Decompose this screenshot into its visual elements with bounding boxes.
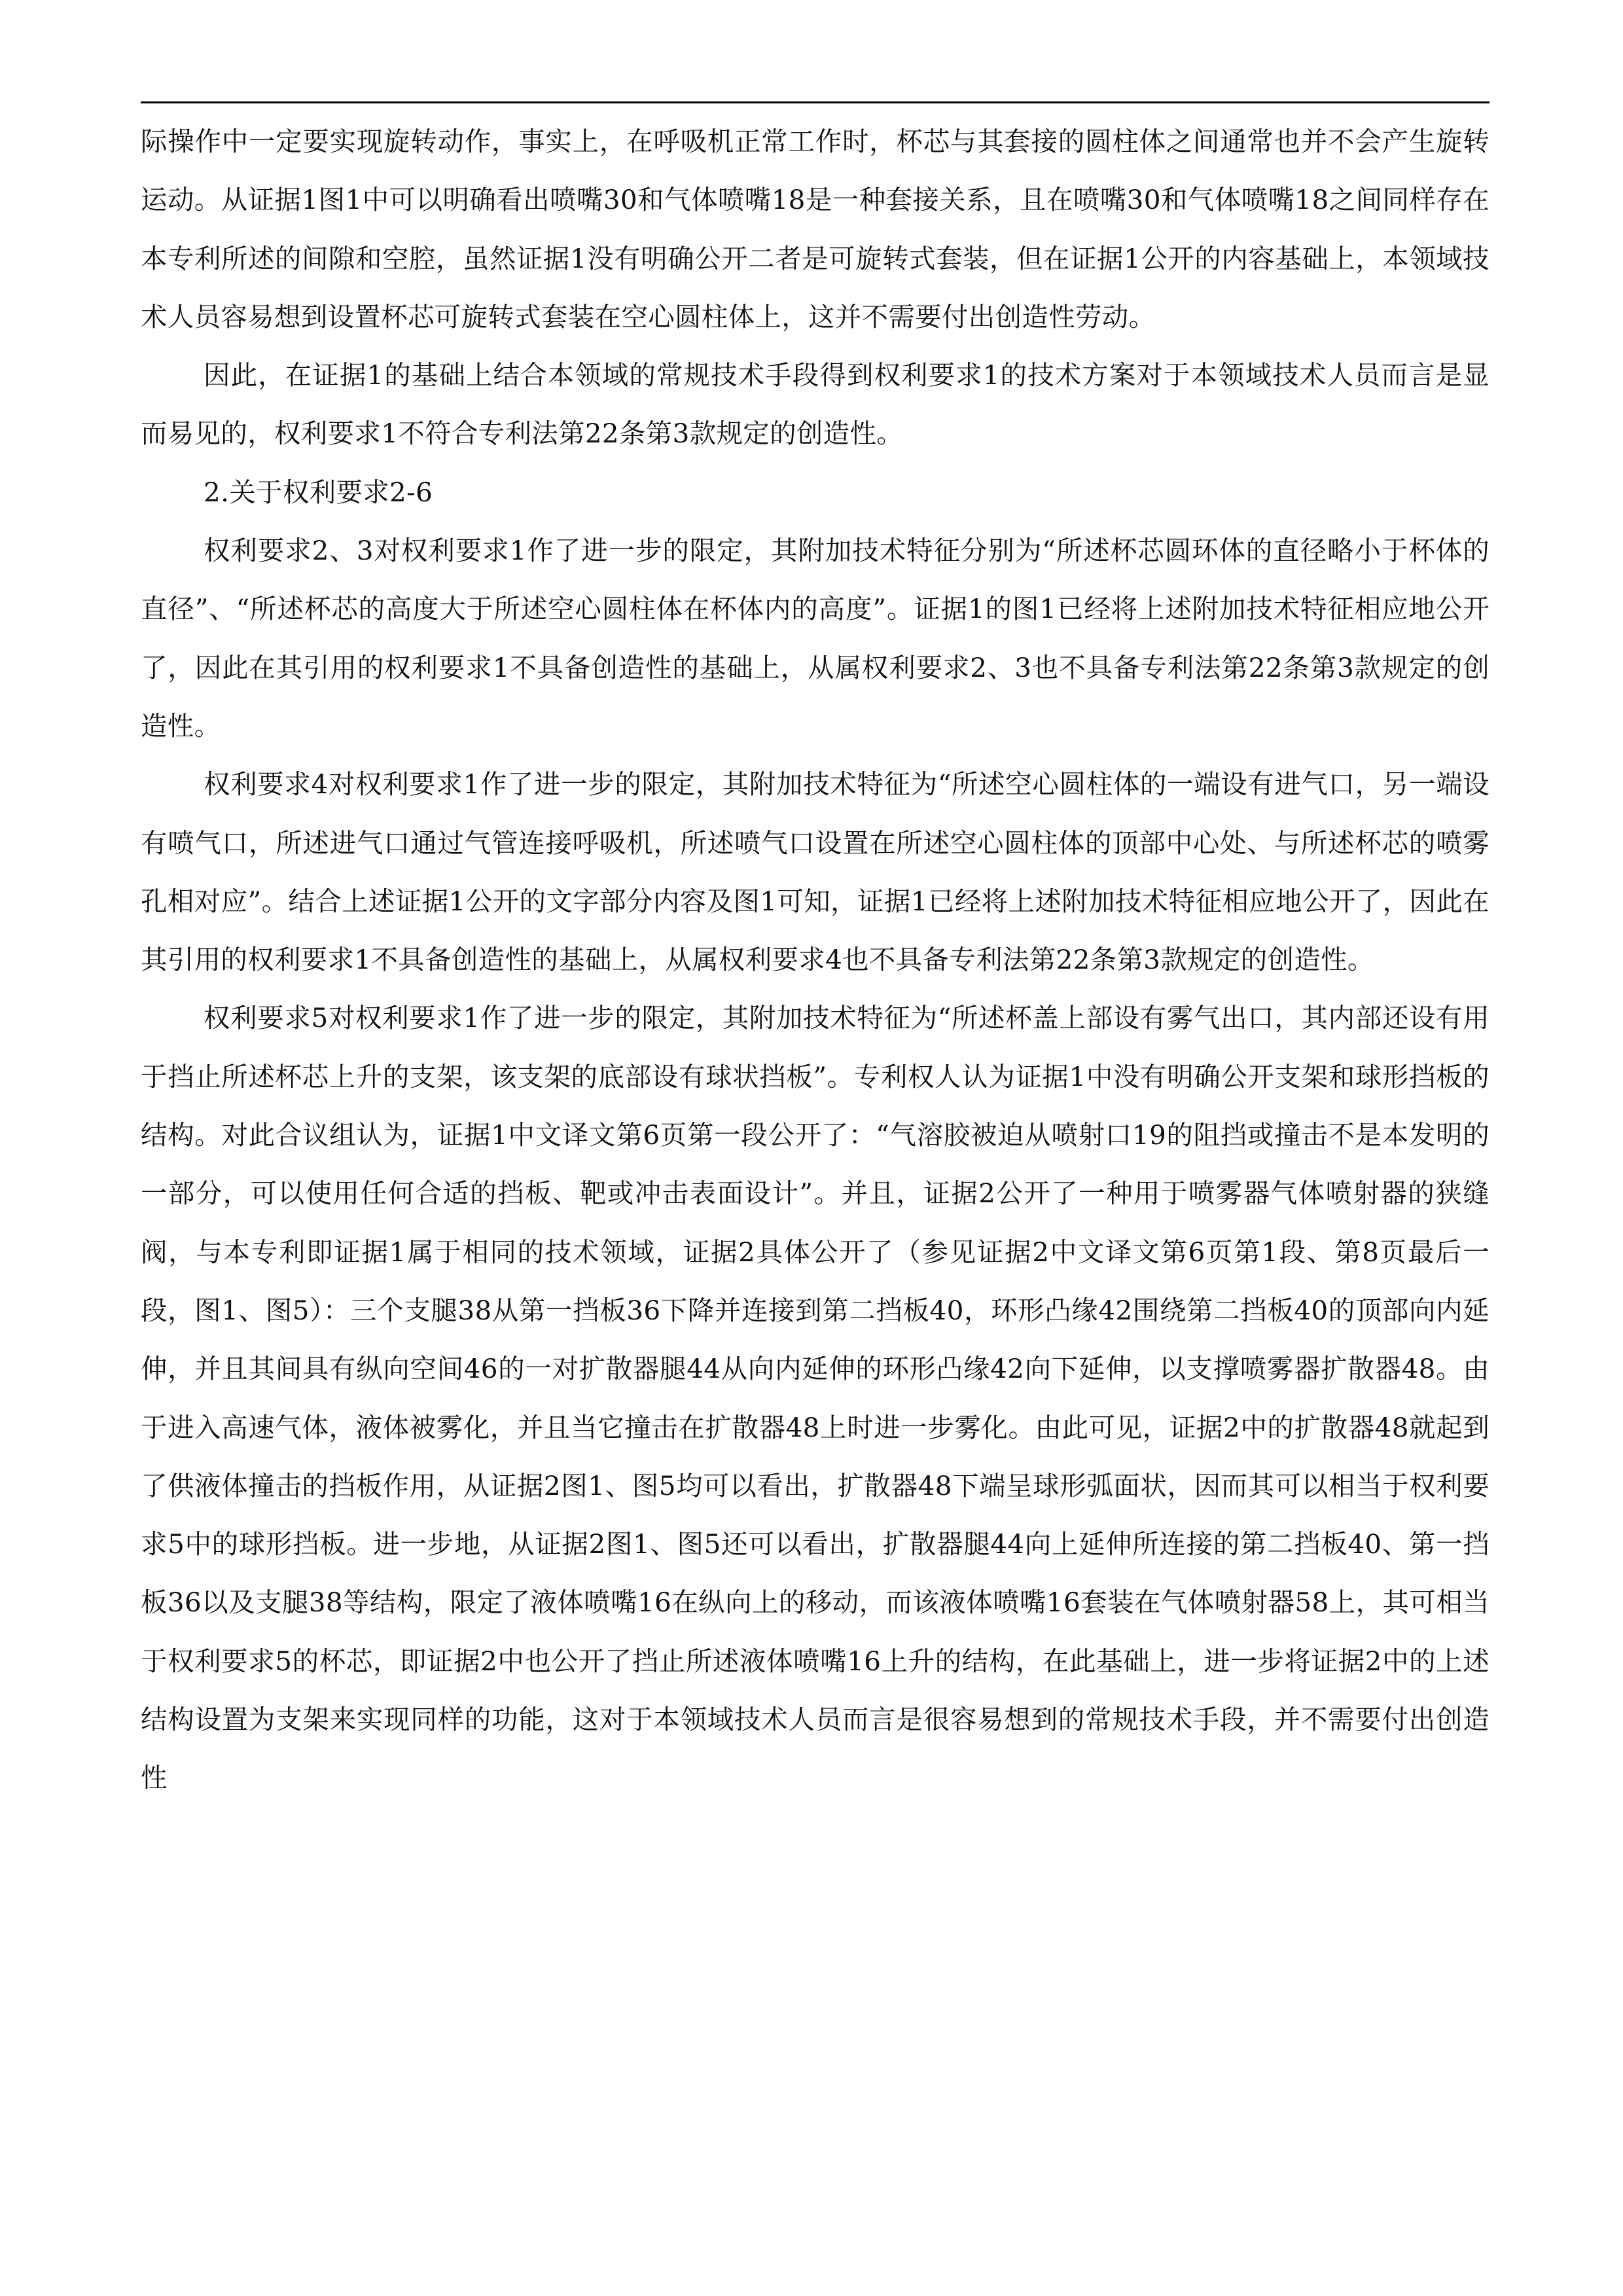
document-body — [141, 113, 1489, 1808]
paragraph-claim-5: 权利要求5对权利要求1作了进一步的限定，其附加技术特征为“所述杯盖上部设有雾气出口，其内部还设有用于挡止所述杯芯上升的支架，该支架的底部设有球状挡板”。专利权人认为证据1中没有明确公开支架和球形挡板的结构。对此合议组认为，证据1中文译文第6页第一段公开了：“气溶胶被迫从喷射口19的阻挡或撞击不是本发明的一部分，可以使用任何合适的挡板、靶或冲击表面设计”。并且，证据2公开了一种用于喷雾器气体喷射器的狭缝阀，与本专利即证据1属于相同的技术领域，证据2具体公开了（参见证据2中文译文第6页第1段、第8页最后一段，图1、图5）：三个支腿38从第一挡板36下降并连接到第二挡板40，环形凸缘42围绕第二挡板40的顶部向内延伸，并且其间具有纵向空间46的一对扩散器腿44从向内延伸的环形凸缘42向下延伸，以支撑喷雾器扩散器48。由于进入高速气体，液体被雾化，并且当它撞击在扩散器48上时进一步雾化。由此可见，证据2中的扩散器48就起到了供液体撞击的挡板作用，从证据2图1、图5均可以看出，扩散器48下端呈球形弧面状，因而其可以相当于权利要求5中的球形挡板。进一步地，从证据2图1、图5还可以看出，扩散器腿44向上延伸所连接的第二挡板40、第一挡板36以及支腿38等结构，限定了液体喷嘴16在纵向上的移动，而该液体喷嘴16套装在气体喷射器58上，其可相当于权利要求5的杯芯，即证据2中也公开了挡止所述液体喷嘴16上升的结构，在此基础上，进一步将证据2中的上述结构设置为支架来实现同样的功能，这对于本领域技术人员而言是很容易想到的常规技术手段，并不需要付出创造性 — [141, 1002, 1489, 1794]
paragraph-continuation: 际操作中一定要实现旋转动作，事实上，在呼吸机正常工作时，杯芯与其套接的圆柱体之间通常也并不会产生旋转运动。从证据1图1中可以明确看出喷嘴30和气体喷嘴18是一种套接关系，且在喷嘴30和气体喷嘴18之间同样存在本专利所述的间隙和空腔，虽然证据1没有明确公开二者是可旋转式套装，但在证据1公开的内容基础上，本领域技术人员容易想到设置杯芯可旋转式套装在空心圆柱体上，这并不需要付出创造性劳动。 — [141, 126, 1489, 332]
header-rule — [141, 101, 1489, 103]
paragraph-conclusion-claim-1: 因此，在证据1的基础上结合本领域的常规技术手段得到权利要求1的技术方案对于本领域技术人员而言是显而易见的，权利要求1不符合专利法第22条第3款规定的创造性。 — [141, 359, 1489, 450]
paragraph-claim-4: 权利要求4对权利要求1作了进一步的限定，其附加技术特征为“所述空心圆柱体的一端设有进气口，另一端设有喷气口，所述进气口通过气管连接呼吸机，所述喷气口设置在所述空心圆柱体的顶部中心处、与所述杯芯的喷雾孔相对应”。结合上述证据1公开的文字部分内容及图1可知，证据1已经将上述附加技术特征相应地公开了，因此在其引用的权利要求1不具备创造性的基础上，从属权利要求4也不具备专利法第22条第3款规定的创造性。 — [141, 768, 1489, 976]
paragraph-claims-2-3: 权利要求2、3对权利要求1作了进一步的限定，其附加技术特征分别为“所述杯芯圆环体的直径略小于杯体的直径”、“所述杯芯的高度大于所述空心圆柱体在杯体内的高度”。证据1的图1已经将上述附加技术特征相应地公开了，因此在其引用的权利要求1不具备创造性的基础上，从属权利要求2、3也不具备专利法第22条第3款规定的创造性。 — [141, 535, 1489, 742]
section-heading-claims-2-6: 2.关于权利要求2-6 — [204, 476, 433, 508]
